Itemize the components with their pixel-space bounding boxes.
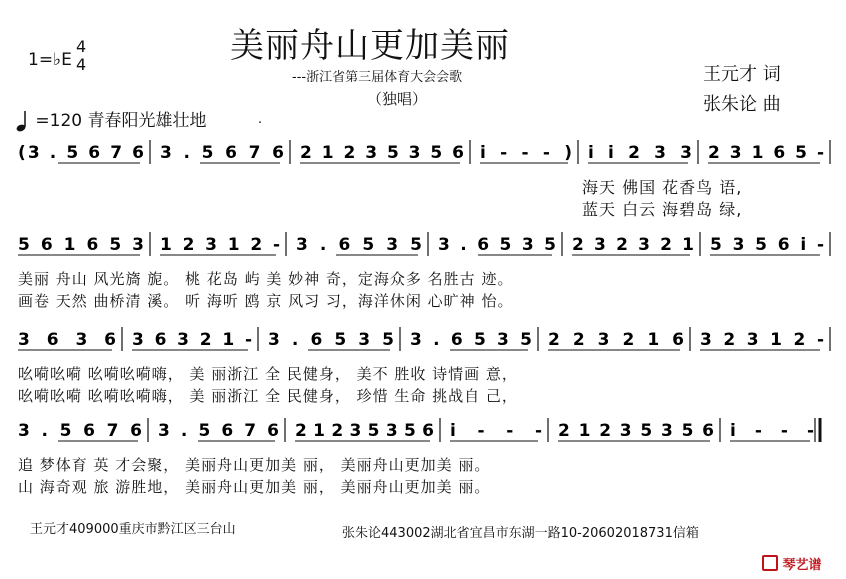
measure-notes: 5 3 5 6 i - xyxy=(710,235,824,255)
logo-text: 琴艺谱 xyxy=(782,558,822,573)
measure-notes: 3 . 5 6 7 6 xyxy=(18,421,142,441)
tempo-text: =120 青春阳光雄壮地 xyxy=(35,111,207,131)
lyricist-credit: 王元才 词 xyxy=(703,64,781,85)
lyric-line: 蓝天 白云 海碧岛 绿, xyxy=(582,200,743,219)
measure-notes: i - - - xyxy=(730,421,814,441)
measure-notes: 3 . 6 5 3 5 xyxy=(438,235,556,255)
measure-notes: i - - - xyxy=(450,421,542,441)
lyrics-block-4 xyxy=(18,454,490,498)
lyrics-block-3 xyxy=(18,363,518,407)
measure-notes: 3 . 5 6 7 6 xyxy=(158,421,279,441)
measure-notes: 3 2 3 1 2 - xyxy=(700,330,824,350)
time-signature-top: 4 xyxy=(76,37,87,56)
measure-notes: 2 3 2 3 2 1 xyxy=(572,235,694,255)
measure-notes: 2 1 2 3 5 3 5 6 xyxy=(295,421,434,441)
key-signature: 1=♭E xyxy=(28,50,72,70)
measure-notes: 3 6 3 2 1 - xyxy=(132,330,252,350)
measure-notes: (3 . 5 6 7 6 xyxy=(18,143,144,163)
lyric-line: 追 梦体育 英 才会聚， 美丽舟山更加美 丽， 美丽舟山更加美 丽。 xyxy=(18,456,491,474)
performance-type: （独唱） xyxy=(367,90,428,108)
song-title: 美丽舟山更加美丽 xyxy=(230,26,510,66)
measure-notes: 3 . 5 6 7 6 xyxy=(160,143,284,163)
measure-notes: 3 6 3 6 xyxy=(18,330,116,350)
measure-notes: 2 1 2 3 5 3 5 6 xyxy=(300,143,464,163)
measure-notes: 3 . 6 5 3 5 xyxy=(410,330,532,350)
lyric-line: 美丽 舟山 风光旖 旎。 桃 花岛 屿 美 妙神 奇，定海众多 名胜古 迹。 xyxy=(18,270,514,288)
measure-notes: 2 1 2 3 5 3 5 6 xyxy=(558,421,714,441)
measure-notes: 3 . 6 5 3 5 xyxy=(268,330,394,350)
measure-notes: 5 6 1 6 5 3 xyxy=(18,235,144,255)
composer-address: 张朱论443002湖北省宜昌市东湖一路10-20602018731信箱 xyxy=(342,526,699,541)
lyric-line: 海天 佛国 花香鸟 语, xyxy=(582,178,743,197)
song-subtitle: ---浙江省第三届体育大会会歌 xyxy=(292,70,463,85)
time-signature-bottom: 4 xyxy=(76,55,87,74)
measure-notes: 2 2 3 2 1 6 xyxy=(548,330,684,350)
lyric-line: 画卷 天然 曲桥清 溪。 听 海听 鸥 京 风习 习，海洋休闲 心旷神 怡。 xyxy=(18,292,514,310)
lyrics-block-1 xyxy=(582,177,742,221)
measure-notes: 1 2 3 1 2 - xyxy=(160,235,280,255)
measure-notes: 3 . 6 5 3 5 xyxy=(296,235,422,255)
lyrics-block-2 xyxy=(18,268,513,312)
composer-credit: 张朱论 曲 xyxy=(703,94,781,115)
lyricist-address: 王元才409000重庆市黔江区三台山 xyxy=(30,522,236,537)
lyric-line: 吆嗬吆嗬 吆嗬吆嗬嗨， 美 丽浙江 全 民健身， 珍惜 生命 挑战自 己， xyxy=(18,387,518,405)
lyric-line: 山 海奇观 旅 游胜地， 美丽舟山更加美 丽， 美丽舟山更加美 丽。 xyxy=(18,478,491,496)
site-logo xyxy=(762,554,822,573)
measure-notes: 2 3 1 6 5 - xyxy=(708,143,824,163)
tempo-mark: . xyxy=(258,112,263,127)
measure-notes: i - - - ) xyxy=(480,143,572,163)
logo-icon xyxy=(762,555,778,571)
lyric-line: 吆嗬吆嗬 吆嗬吆嗬嗨， 美 丽浙江 全 民健身， 美不 胜收 诗情画 意， xyxy=(18,365,518,383)
measure-notes: i i 2 3 3 xyxy=(588,143,692,163)
